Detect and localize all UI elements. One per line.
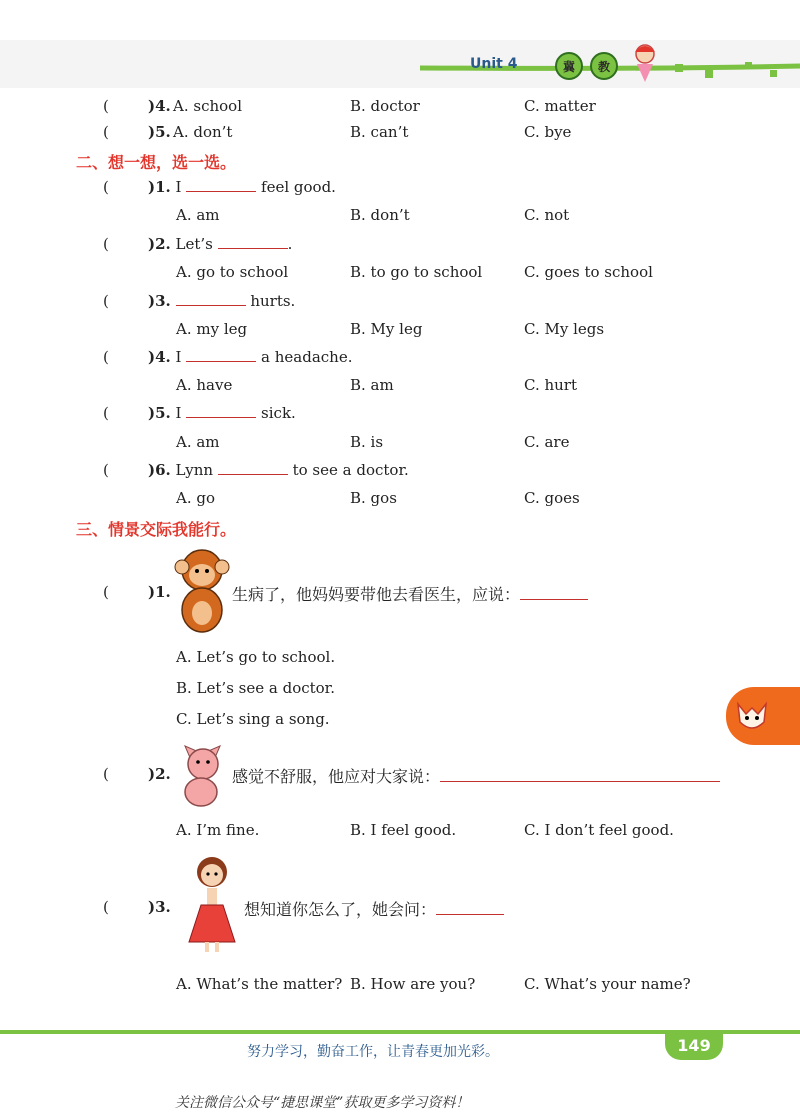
option-c: C. hurt [524,376,577,394]
q-number: )5. [148,123,171,141]
fox-mascot-icon [734,700,770,734]
option-b: B. I feel good. [350,821,457,839]
option-a: A. I’m fine. [176,821,260,839]
paren-open: ( [103,97,109,115]
unit-label: Unit 4 [470,56,518,72]
option-a: A. am [176,433,220,451]
paren-open: ( [103,404,109,422]
option-c: C. are [524,433,570,451]
q-number: )1. [148,583,171,601]
option-a: A. have [176,376,233,394]
badge-ji: 冀 [555,52,583,80]
bottom-note: 关注微信公众号“捷思课堂”获取更多学习资料！ [175,1095,470,1111]
answer-blank[interactable] [186,179,256,192]
q-number: )3. [148,898,171,916]
option-b: B. can’t [350,123,409,141]
question-prompt: 感觉不舒服，他应对大家说： [232,764,720,787]
option-c: C. My legs [524,320,605,338]
footer-slogan: 努力学习，勤奋工作，让青春更加光彩。 [247,1044,499,1060]
option-a: A. don’t [173,123,233,141]
option-c: C. not [524,206,570,224]
option-c: C. goes to school [524,263,653,281]
option-b: B. is [350,433,384,451]
paren-open: ( [103,583,109,601]
option-b: B. am [350,376,394,394]
option-c: C. Let’s sing a song. [176,710,330,728]
option-b: B. don’t [350,206,410,224]
paren-open: ( [103,348,109,366]
q-number: )4. [148,97,171,115]
answer-blank[interactable] [186,349,256,362]
option-a: A. go [176,489,216,507]
option-b: B. Let’s see a doctor. [176,679,335,697]
page-number: 149 [665,1030,723,1060]
paren-open: ( [103,898,109,916]
option-a: A. am [176,206,220,224]
option-a: A. go to school [176,263,289,281]
option-c: C. I don’t feel good. [524,821,674,839]
option-a: A. What’s the matter? [176,975,343,993]
section-2-title: 二、想一想，选一选。 [76,153,237,172]
question-4: )4. I a headache. [148,348,353,366]
girl-icon [183,850,241,955]
question-2: )2. Let’s . [148,235,293,253]
option-b: B. gos [350,489,397,507]
girl-mascot-icon [625,40,665,84]
option-a: A. school [173,97,242,115]
option-c: C. goes [524,489,580,507]
question-prompt: 生病了，他妈妈要带他去看医生，应说： [232,582,588,605]
option-a: A. my leg [176,320,248,338]
paren-open: ( [103,235,109,253]
q-number: )2. [148,765,171,783]
section-3-title: 三、情景交际我能行。 [76,520,237,539]
option-a: A. Let’s go to school. [176,648,336,666]
option-c: C. What’s your name? [524,975,691,993]
option-c: C. matter [524,97,596,115]
answer-blank[interactable] [520,587,588,600]
answer-blank[interactable] [218,462,288,475]
option-c: C. bye [524,123,572,141]
option-b: B. to go to school [350,263,483,281]
paren-open: ( [103,765,109,783]
question-5: )5. I sick. [148,404,296,422]
option-b: B. doctor [350,97,420,115]
answer-blank[interactable] [436,902,504,915]
answer-blank[interactable] [186,405,256,418]
badge-jiao: 教 [590,52,618,80]
paren-open: ( [103,461,109,479]
option-b: B. How are you? [350,975,476,993]
answer-blank[interactable] [440,769,720,782]
cat-icon [175,738,230,808]
question-1: )1. I feel good. [148,178,336,196]
paren-open: ( [103,292,109,310]
question-3: )3. hurts. [148,292,296,310]
monkey-icon [172,545,232,635]
question-prompt: 想知道你怎么了，她会问： [244,897,504,920]
question-6: )6. Lynn to see a doctor. [148,461,409,479]
answer-blank[interactable] [176,293,246,306]
answer-blank[interactable] [218,236,288,249]
option-b: B. My leg [350,320,423,338]
paren-open: ( [103,178,109,196]
paren-open: ( [103,123,109,141]
